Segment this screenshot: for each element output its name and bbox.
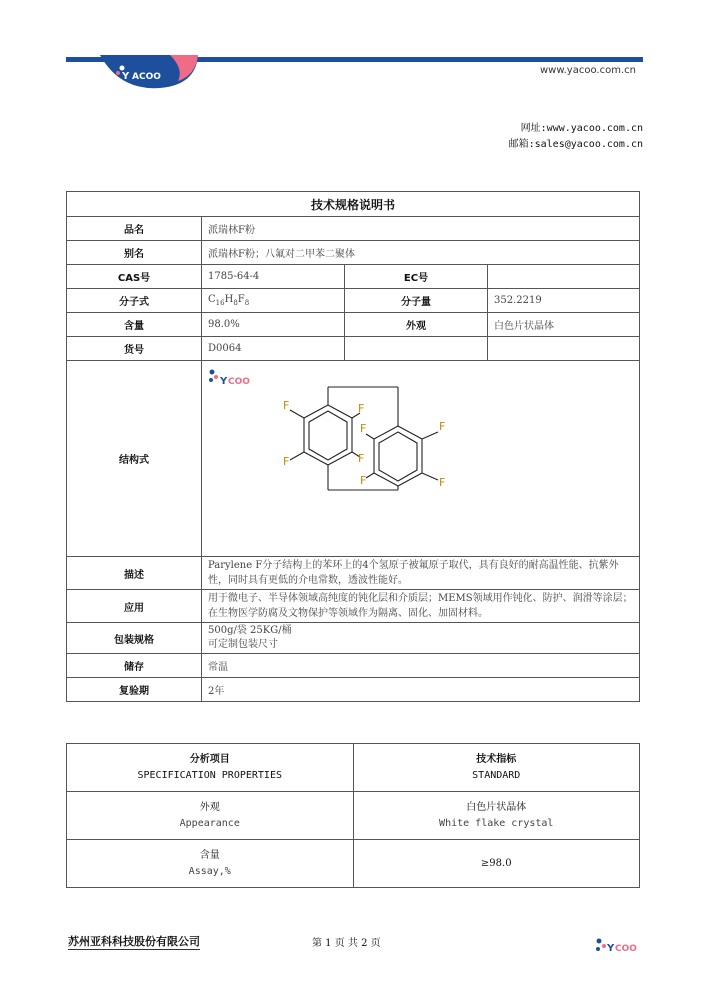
prop-item-cn: 外观 xyxy=(199,801,220,813)
col1-header-en: SPECIFICATION PROPERTIES xyxy=(137,769,282,781)
col2-header-en: STANDARD xyxy=(472,769,521,781)
structure-label: 结构式 xyxy=(67,361,202,557)
col2-header xyxy=(353,744,640,792)
footer-page: 第 1 页 共 2 页 xyxy=(312,938,381,949)
prop-item xyxy=(67,840,354,888)
fluorine-atom-label: F xyxy=(439,419,446,433)
fluorine-atom-label: F xyxy=(283,398,290,412)
product-name-label: 品名 xyxy=(67,217,202,241)
description-value: Parylene F分子结构上的苯环上的4个氢原子被氟原子取代，具有良好的耐高温性能、抗紫外性，同时具有更低的介电常数，透波性能好。 xyxy=(202,557,640,590)
col1-header xyxy=(67,744,354,792)
properties-table xyxy=(66,743,640,888)
svg-text:COO: COO xyxy=(615,944,637,954)
retest-label: 复验期 xyxy=(67,678,202,702)
structure-logo-icon xyxy=(209,369,250,387)
prop-standard-line2: White flake crystal xyxy=(439,817,554,829)
application-label: 应用 xyxy=(67,590,202,623)
formula-label: 分子式 xyxy=(67,289,202,313)
alias-value: 派瑞林F粉；八氟对二甲苯二聚体 xyxy=(202,241,640,265)
footer-logo-icon xyxy=(594,935,644,957)
spec-title: 技术规格说明书 xyxy=(67,192,640,217)
fluorine-atom-label: F xyxy=(439,475,446,489)
formula-value xyxy=(202,289,345,313)
appearance-label: 外观 xyxy=(345,313,488,337)
col2-header-cn: 技术指标 xyxy=(476,753,517,765)
empty-cell xyxy=(488,337,640,361)
website-label: 网址: xyxy=(520,123,547,134)
packaging-value xyxy=(202,623,640,654)
prop-standard-line1: ≥98.0 xyxy=(480,857,512,869)
appearance-value: 白色片状晶体 xyxy=(488,313,640,337)
item-no-label: 货号 xyxy=(67,337,202,361)
prop-standard-line1: 白色片状晶体 xyxy=(466,801,527,813)
prop-standard xyxy=(353,840,640,888)
ec-label: EC号 xyxy=(345,265,488,289)
table-row xyxy=(67,792,640,840)
prop-item-cn: 含量 xyxy=(199,849,220,861)
fluorine-atom-label: F xyxy=(283,454,290,468)
cas-label: CAS号 xyxy=(67,265,202,289)
spec-table xyxy=(66,191,640,702)
footer-company: 苏州亚科科技股份有限公司 xyxy=(68,935,200,948)
packaging-label: 包装规格 xyxy=(67,623,202,654)
yacoo-logo xyxy=(100,55,198,89)
content-value: 98.0% xyxy=(202,313,345,337)
website-link[interactable]: www.yacoo.com.cn xyxy=(546,123,643,134)
mw-label: 分子量 xyxy=(345,289,488,313)
storage-label: 储存 xyxy=(67,654,202,678)
content-label: 含量 xyxy=(67,313,202,337)
structure-diagram xyxy=(202,362,632,556)
prop-item-en: Assay,% xyxy=(188,865,231,877)
formula-text: $C_{16}H_8F_8$ xyxy=(208,294,250,307)
col1-header-cn: 分析项目 xyxy=(189,753,230,765)
svg-text:ACOO: ACOO xyxy=(132,72,161,82)
svg-text:COO: COO xyxy=(228,376,250,387)
fluorine-atom-label: F xyxy=(358,451,365,465)
fluorine-atom-label: F xyxy=(360,473,367,487)
prop-item xyxy=(67,792,354,840)
storage-value: 常温 xyxy=(202,654,640,678)
prop-item-en: Appearance xyxy=(179,817,240,829)
email-link[interactable]: sales@yacoo.com.cn xyxy=(534,139,643,150)
empty-cell xyxy=(345,337,488,361)
application-value: 用于微电子、半导体领域高纯度的钝化层和介质层；MEMS领域用作钝化、防护、润滑等涂层；在生物医学防腐及文物保护等领域作为隔离、固化、加固材料。 xyxy=(202,590,640,623)
product-name-value: 派瑞林F粉 xyxy=(202,217,640,241)
mw-value: 352.2219 xyxy=(488,289,640,313)
item-no-value: D0064 xyxy=(202,337,345,361)
cas-value: 1785-64-4 xyxy=(202,265,345,289)
packaging-line2: 可定制包装尺寸 xyxy=(208,639,278,650)
email-label: 邮箱: xyxy=(508,139,535,150)
structure-cell xyxy=(202,361,640,557)
table-row xyxy=(67,840,640,888)
svg-text:Y: Y xyxy=(122,71,130,82)
ec-value xyxy=(488,265,640,289)
svg-text:Y: Y xyxy=(607,943,615,954)
contact-block xyxy=(509,121,643,153)
fluorine-atom-label: F xyxy=(358,401,365,415)
fluorine-atom-label: F xyxy=(360,421,367,435)
svg-text:Y: Y xyxy=(220,375,228,387)
description-label: 描述 xyxy=(67,557,202,590)
retest-value: 2年 xyxy=(202,678,640,702)
site-url[interactable]: www.yacoo.com.cn xyxy=(540,65,636,76)
alias-label: 别名 xyxy=(67,241,202,265)
prop-standard xyxy=(353,792,640,840)
packaging-line1: 500g/袋 25KG/桶 xyxy=(208,625,292,636)
